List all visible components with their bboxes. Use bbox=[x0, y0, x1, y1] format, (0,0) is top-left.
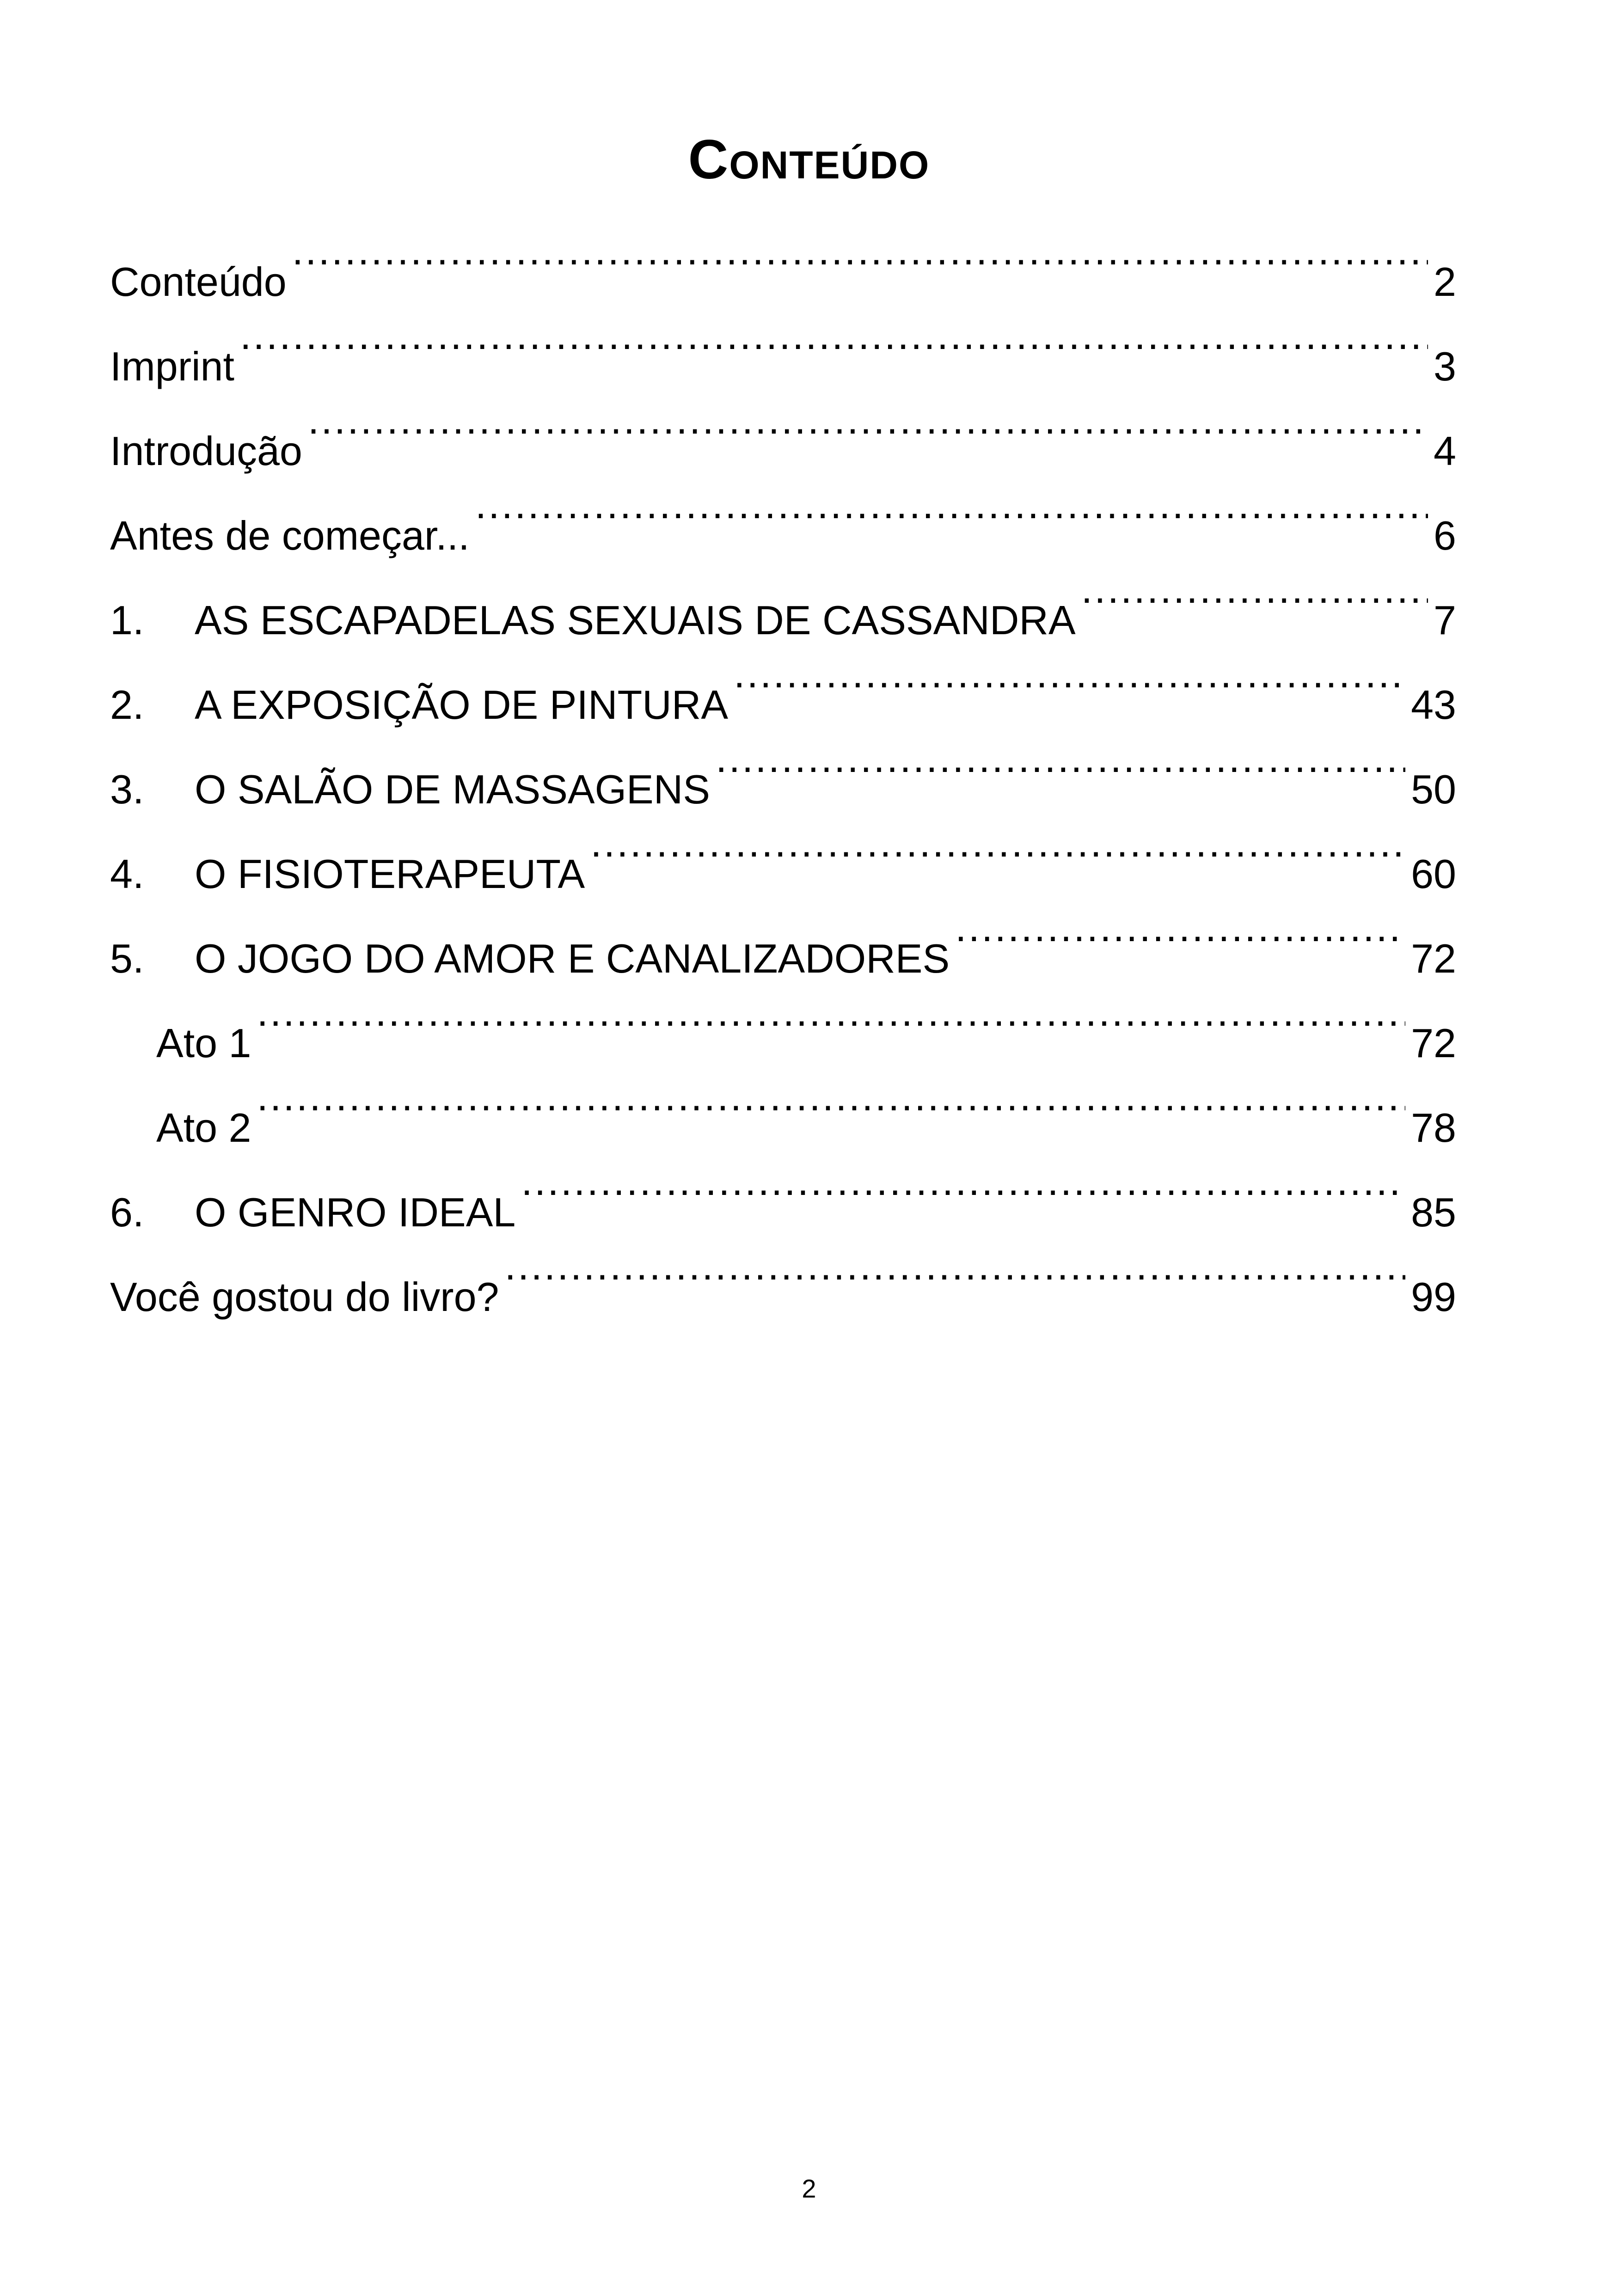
toc-entry-chapter-3[interactable] bbox=[110, 739, 1456, 823]
toc-entry-antes-de-comecar[interactable] bbox=[110, 485, 1456, 569]
dot-leader bbox=[716, 739, 1405, 803]
toc-entry-number: 3. bbox=[110, 766, 144, 812]
toc-entry-ato-2[interactable] bbox=[110, 1077, 1456, 1162]
toc-entry-title: AS ESCAPADELAS SEXUAIS DE CASSANDRA bbox=[195, 597, 1076, 643]
dot-leader bbox=[292, 231, 1428, 296]
page-number: 2 bbox=[802, 2174, 816, 2203]
dot-leader bbox=[955, 908, 1405, 973]
dot-leader bbox=[475, 485, 1428, 550]
toc-entry-title: Conteúdo bbox=[110, 259, 287, 305]
toc-entry-title: Antes de começar... bbox=[110, 513, 470, 558]
toc-entry-page: 4 bbox=[1434, 428, 1456, 474]
toc-entry-page: 78 bbox=[1411, 1105, 1456, 1151]
toc-entry-page: 72 bbox=[1411, 1020, 1456, 1066]
toc-entry-title: O JOGO DO AMOR E CANALIZADORES bbox=[195, 936, 950, 981]
toc-entry-title: O SALÃO DE MASSAGENS bbox=[195, 766, 710, 812]
page-title: Conteúdo bbox=[688, 129, 930, 190]
toc-entry-introducao[interactable] bbox=[110, 400, 1456, 485]
toc-entry-page: 72 bbox=[1411, 936, 1456, 981]
toc-entry-number: 4. bbox=[110, 851, 144, 897]
toc-entry-page: 7 bbox=[1434, 597, 1456, 643]
toc-entry-page: 99 bbox=[1411, 1274, 1456, 1320]
toc-entry-page: 2 bbox=[1434, 259, 1456, 305]
toc-entry-page: 60 bbox=[1411, 851, 1456, 897]
toc-entry-page: 85 bbox=[1411, 1189, 1456, 1235]
toc-entry-title: Você gostou do livro? bbox=[110, 1274, 499, 1320]
dot-leader bbox=[734, 654, 1405, 719]
toc-entry-chapter-1[interactable] bbox=[110, 569, 1456, 654]
toc-entry-chapter-2[interactable] bbox=[110, 654, 1456, 739]
toc-entry-number: 6. bbox=[110, 1189, 144, 1235]
toc-entry-chapter-5[interactable] bbox=[110, 908, 1456, 992]
dot-leader bbox=[504, 1246, 1405, 1311]
toc-entry-chapter-4[interactable] bbox=[110, 823, 1456, 908]
dot-leader bbox=[521, 1162, 1405, 1226]
toc-entry-title: A EXPOSIÇÃO DE PINTURA bbox=[195, 682, 729, 728]
toc-entry-number: 2. bbox=[110, 682, 144, 728]
dot-leader bbox=[1081, 569, 1428, 634]
toc-entry-page: 43 bbox=[1411, 682, 1456, 728]
toc-entry-page: 3 bbox=[1434, 343, 1456, 389]
toc-entry-title: Imprint bbox=[110, 343, 234, 389]
toc-entry-chapter-6[interactable] bbox=[110, 1162, 1456, 1246]
table-of-contents bbox=[110, 231, 1456, 1331]
dot-leader bbox=[257, 1077, 1405, 1142]
toc-entry-page: 50 bbox=[1411, 766, 1456, 812]
dot-leader bbox=[590, 823, 1405, 888]
toc-entry-number: 5. bbox=[110, 936, 144, 981]
dot-leader bbox=[308, 400, 1428, 465]
toc-entry-imprint[interactable] bbox=[110, 316, 1456, 400]
toc-entry-title: Ato 2 bbox=[156, 1105, 251, 1151]
toc-entry-title: O FISIOTERAPEUTA bbox=[195, 851, 585, 897]
toc-entry-number: 1. bbox=[110, 597, 144, 643]
toc-entry-ato-1[interactable] bbox=[110, 992, 1456, 1077]
dot-leader bbox=[257, 992, 1405, 1057]
toc-entry-title: Ato 1 bbox=[156, 1020, 251, 1066]
toc-entry-voce-gostou[interactable] bbox=[110, 1246, 1456, 1331]
toc-entry-conteudo[interactable] bbox=[110, 231, 1456, 316]
toc-entry-title: O GENRO IDEAL bbox=[195, 1189, 516, 1235]
dot-leader bbox=[240, 316, 1428, 380]
toc-entry-page: 6 bbox=[1434, 513, 1456, 558]
toc-entry-title: Introdução bbox=[110, 428, 302, 474]
